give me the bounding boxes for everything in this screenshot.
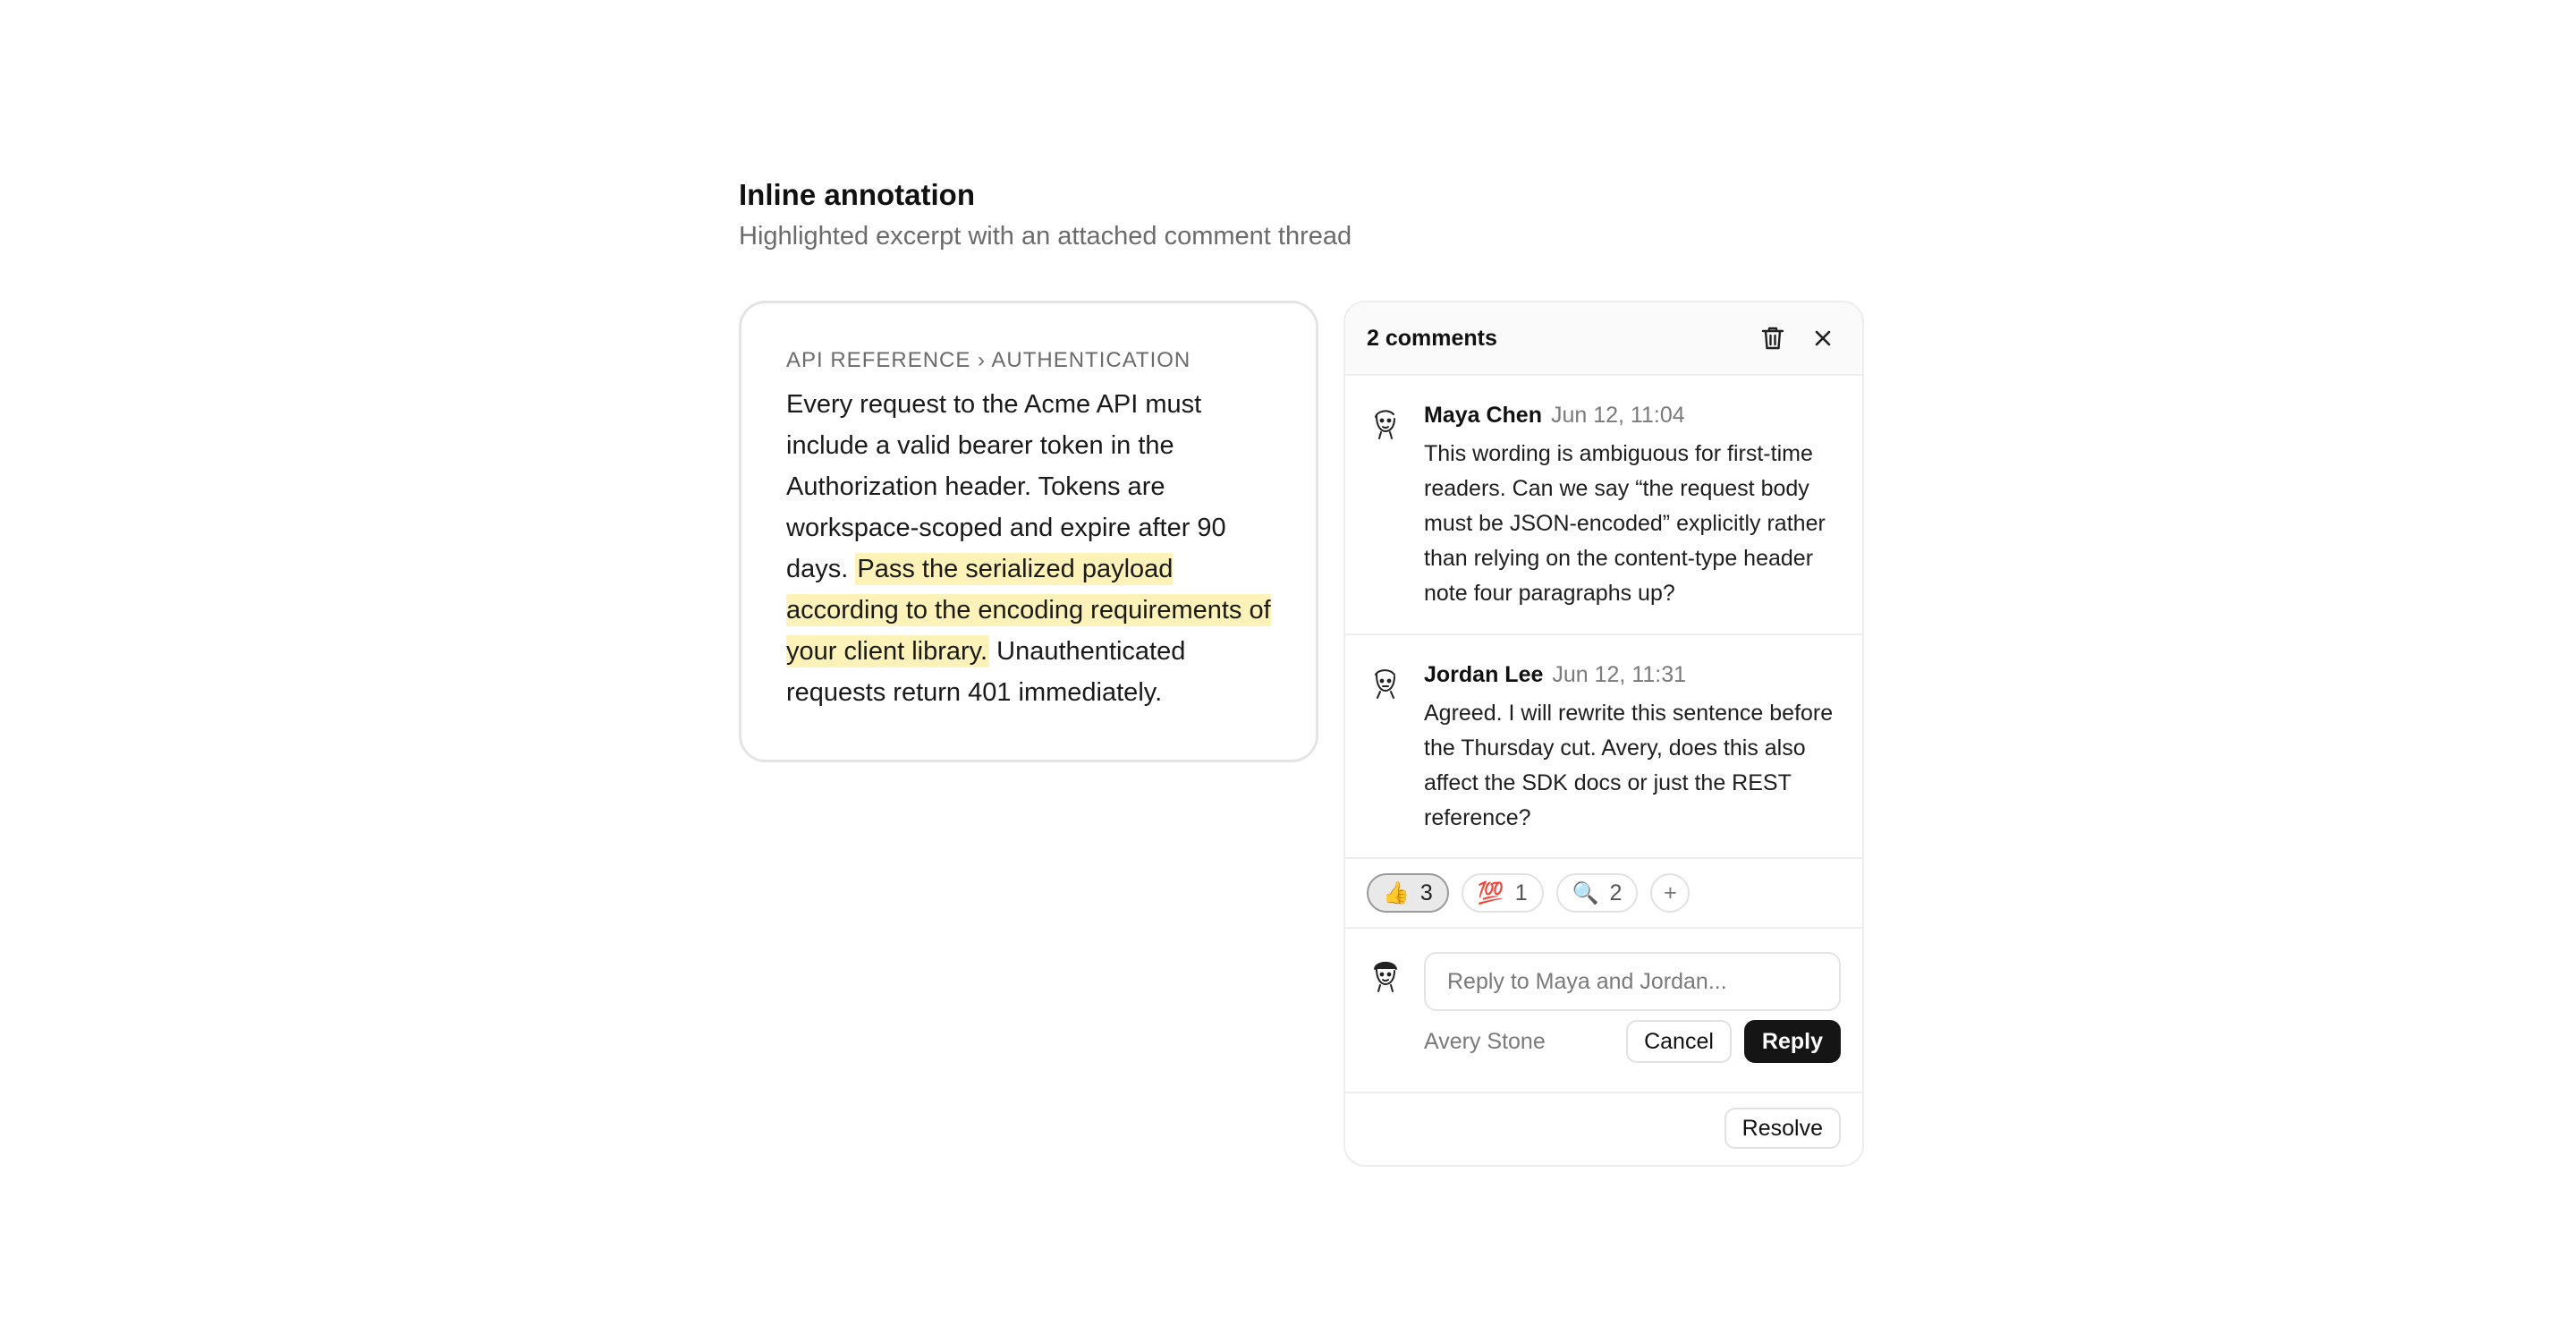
- avatar-sketch-icon: [1367, 403, 1404, 440]
- cancel-button[interactable]: Cancel: [1626, 1020, 1732, 1063]
- thread-footer: [1345, 1093, 1862, 1163]
- reaction-count: 2: [1609, 880, 1623, 905]
- comment-item: [1345, 376, 1862, 635]
- excerpt-body: [786, 384, 1273, 713]
- comment-timestamp: Jun 12, 11:04: [1550, 403, 1685, 428]
- avatar-sketch-icon: [1367, 662, 1404, 700]
- magnifier-icon: 🔍: [1572, 880, 1599, 905]
- comment-author: Jordan Lee: [1424, 662, 1544, 687]
- reply-composer: [1345, 929, 1862, 1093]
- page-subtitle: Highlighted excerpt with an attached comment thread: [739, 222, 1352, 251]
- reply-button[interactable]: Reply: [1744, 1020, 1841, 1063]
- reaction-bar: [1345, 859, 1862, 929]
- excerpt-text-before: Every request to the Acme API must include a valid bearer token in the Authorization header. Tokens are workspace-scoped and expire after 90 days.: [786, 390, 1226, 583]
- close-icon: [1813, 328, 1833, 348]
- thumbs-up-icon: 👍: [1383, 880, 1410, 905]
- comment-count: 2 comments: [1367, 325, 1497, 351]
- reaction-count: 3: [1419, 880, 1433, 905]
- comment-author: Maya Chen: [1424, 403, 1542, 428]
- comment-thread: [1343, 301, 1864, 1167]
- excerpt-text-after: Unauthenticated requests return 401 immediately.: [786, 637, 1186, 707]
- add-reaction-button[interactable]: +: [1650, 873, 1690, 913]
- thread-header: [1345, 302, 1862, 376]
- hundred-points-icon: 💯: [1477, 880, 1504, 905]
- close-thread-button[interactable]: [1805, 320, 1841, 356]
- comment-timestamp: Jun 12, 11:31: [1552, 662, 1687, 687]
- reaction-magnifier[interactable]: [1556, 873, 1639, 913]
- comment-item: [1345, 635, 1862, 859]
- excerpt-card: [739, 301, 1318, 762]
- reply-input[interactable]: [1424, 952, 1841, 1011]
- resolve-button[interactable]: Resolve: [1724, 1108, 1841, 1149]
- trash-icon: [1761, 326, 1784, 351]
- reaction-thumbs-up[interactable]: [1367, 873, 1449, 913]
- reaction-hundred[interactable]: [1462, 873, 1544, 913]
- highlighted-excerpt[interactable]: Pass the serialized payload according to the encoding requirements of your client library.: [786, 555, 1271, 666]
- comment-text: Agreed. I will rewrite this sentence before the Thursday cut. Avery, does this also affect the SDK docs or just the REST reference?: [1424, 701, 1834, 830]
- composer-user-name: Avery Stone: [1424, 1028, 1546, 1054]
- comment-text: This wording is ambiguous for first-time readers. Can we say “the request body must be JSON-encoded” explicitly rather than relying on the content-type header note four paragraphs up?: [1424, 441, 1826, 606]
- delete-thread-button[interactable]: [1755, 320, 1791, 356]
- reaction-count: 1: [1514, 880, 1528, 905]
- page-heading: [739, 175, 1352, 254]
- breadcrumb: API REFERENCE › AUTHENTICATION: [786, 348, 1191, 372]
- page-title: Inline annotation: [739, 178, 975, 211]
- avatar-sketch-icon: [1367, 956, 1404, 993]
